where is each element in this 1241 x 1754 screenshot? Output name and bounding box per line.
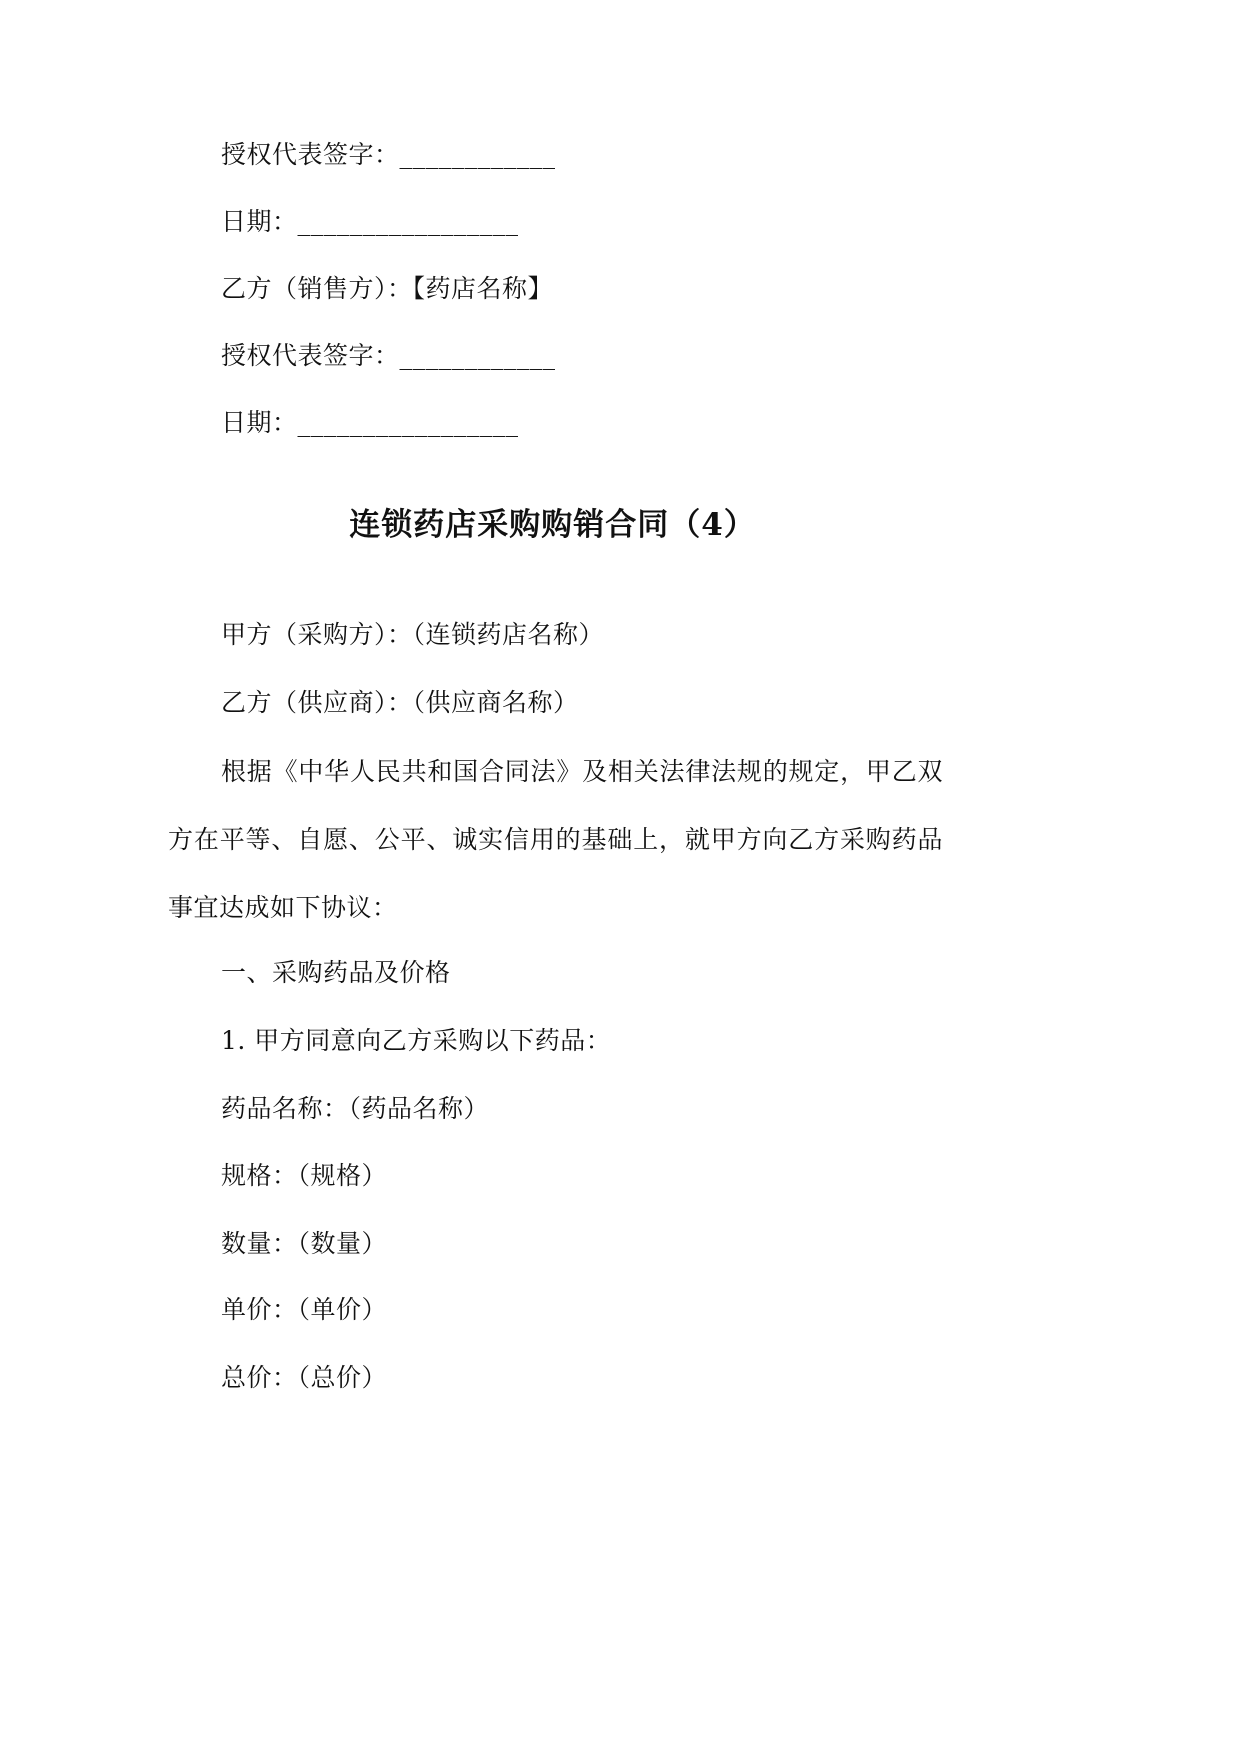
- section-1-heading: 一、采购药品及价格: [221, 958, 451, 987]
- contract-title: 连锁药店采购购销合同（4）: [349, 507, 756, 543]
- signature-line-party-b: 授权代表签字：____________: [221, 341, 556, 370]
- party-b-line: 乙方（供应商）：（供应商名称）: [221, 688, 579, 717]
- date-line-party-b: 日期：_________________: [221, 408, 519, 437]
- clause-1-1: 1. 甲方同意向乙方采购以下药品：: [221, 1026, 612, 1055]
- preamble-paragraph: 根据《中华人民共和国合同法》及相关法律法规的规定，甲乙双方在平等、自愿、公平、诚实信用的基础上，就甲方向乙方采购药品事宜达成如下协议：: [168, 757, 943, 922]
- total-price-line: 总价：（总价）: [221, 1363, 388, 1392]
- party-a-line: 甲方（采购方）：（连锁药店名称）: [221, 620, 605, 649]
- drug-name-line: 药品名称：（药品名称）: [221, 1094, 490, 1123]
- spec-line: 规格：（规格）: [221, 1161, 388, 1190]
- date-line-party-a: 日期：_________________: [221, 207, 519, 236]
- signature-line-party-a: 授权代表签字：____________: [221, 140, 556, 169]
- unit-price-line: 单价：（单价）: [221, 1295, 388, 1324]
- party-b-seller-line: 乙方（销售方）：【药店名称】: [221, 274, 554, 303]
- quantity-line: 数量：（数量）: [221, 1229, 388, 1258]
